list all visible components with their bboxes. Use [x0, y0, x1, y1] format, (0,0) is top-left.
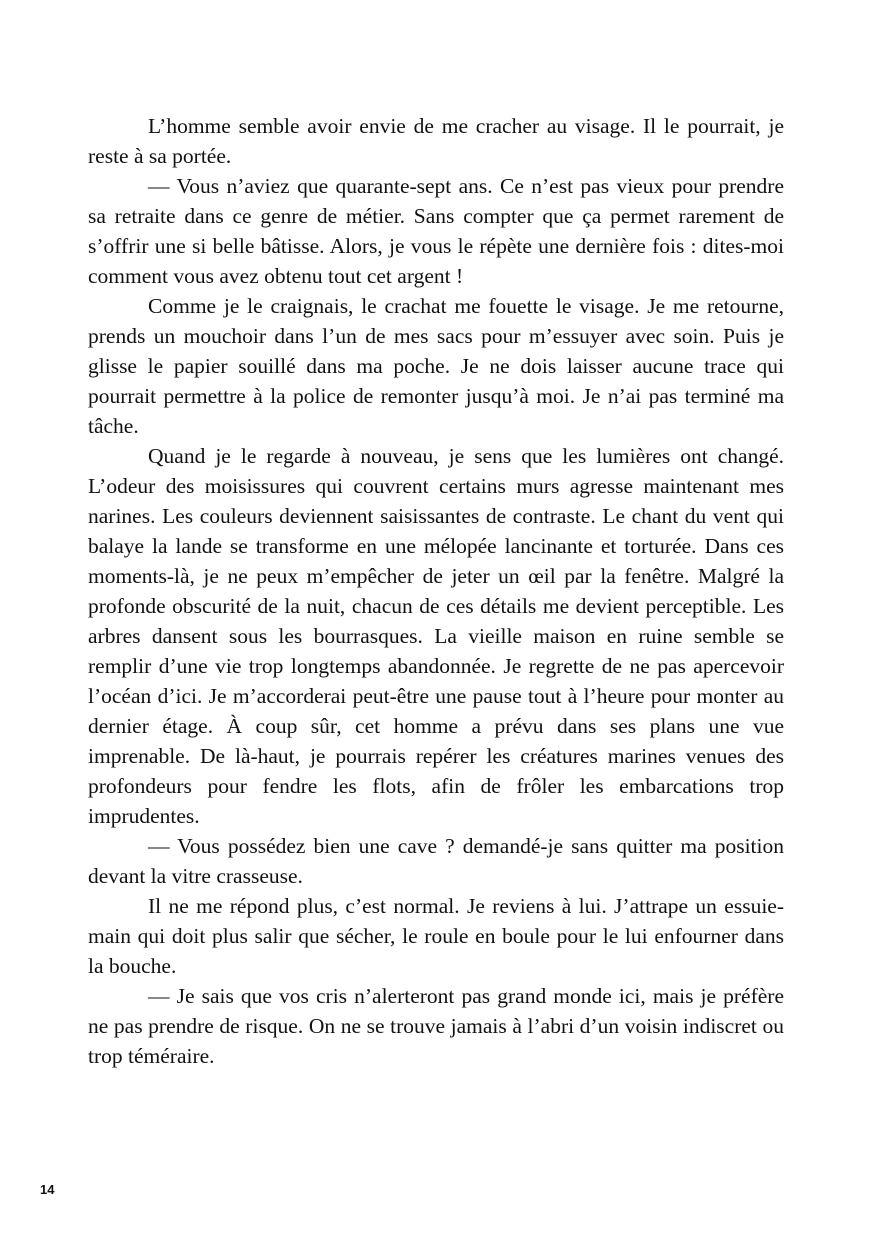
- paragraph: L’homme semble avoir envie de me cracher au visage. Il le pourrait, je reste à sa portée.: [88, 114, 784, 168]
- page-number: 14: [40, 1182, 55, 1197]
- paragraph: — Je sais que vos cris n’alerteront pas grand monde ici, mais je préfère ne pas prendre de risque. On ne se trouve jamais à l’abri d’un voisin indiscret ou trop téméraire.: [88, 984, 784, 1068]
- paragraph: Quand je le regarde à nouveau, je sens que les lumières ont changé. L’odeur des moisissures qui couvrent certains murs agresse maintenant mes narines. Les couleurs deviennent saisissantes de contraste. Le chant du vent qui balaye la lande se transforme en une mélopée lancinante et torturée. Dans ces moments-là, je ne peux m’empêcher de jeter un œil par la fenêtre. Malgré la profonde obscurité de la nuit, chacun de ces détails me devient perceptible. Les arbres dansent sous les bourrasques. La vieille maison en ruine semble se remplir d’une vie trop longtemps abandonnée. Je regrette de ne pas apercevoir l’océan d’ici. Je m’accorderai peut-être une pause tout à l’heure pour monter au dernier étage. À coup sûr, cet homme a prévu dans ses plans une vue imprenable. De là-haut, je pourrais repérer les créatures marines venues des profondeurs pour fendre les flots, afin de frôler les embarcations trop imprudentes.: [88, 444, 784, 828]
- paragraph: — Vous possédez bien une cave ? demandé-je sans quitter ma position devant la vitre crasseuse.: [88, 834, 784, 888]
- paragraph: Comme je le craignais, le crachat me fouette le visage. Je me retourne, prends un mouchoir dans l’un de mes sacs pour m’essuyer avec soin. Puis je glisse le papier souillé dans ma poche. Je ne dois laisser aucune trace qui pourrait permettre à la police de remonter jusqu’à moi. Je n’ai pas terminé ma tâche.: [88, 294, 784, 438]
- body-text: [88, 111, 784, 1071]
- paragraph: Il ne me répond plus, c’est normal. Je reviens à lui. J’attrape un essuie-main qui doit plus salir que sécher, le roule en boule pour le lui enfourner dans la bouche.: [88, 894, 784, 978]
- paragraph: — Vous n’aviez que quarante-sept ans. Ce n’est pas vieux pour prendre sa retraite dans ce genre de métier. Sans compter que ça permet rarement de s’offrir une si belle bâtisse. Alors, je vous le répète une dernière fois : dites-moi comment vous avez obtenu tout cet argent !: [88, 174, 784, 288]
